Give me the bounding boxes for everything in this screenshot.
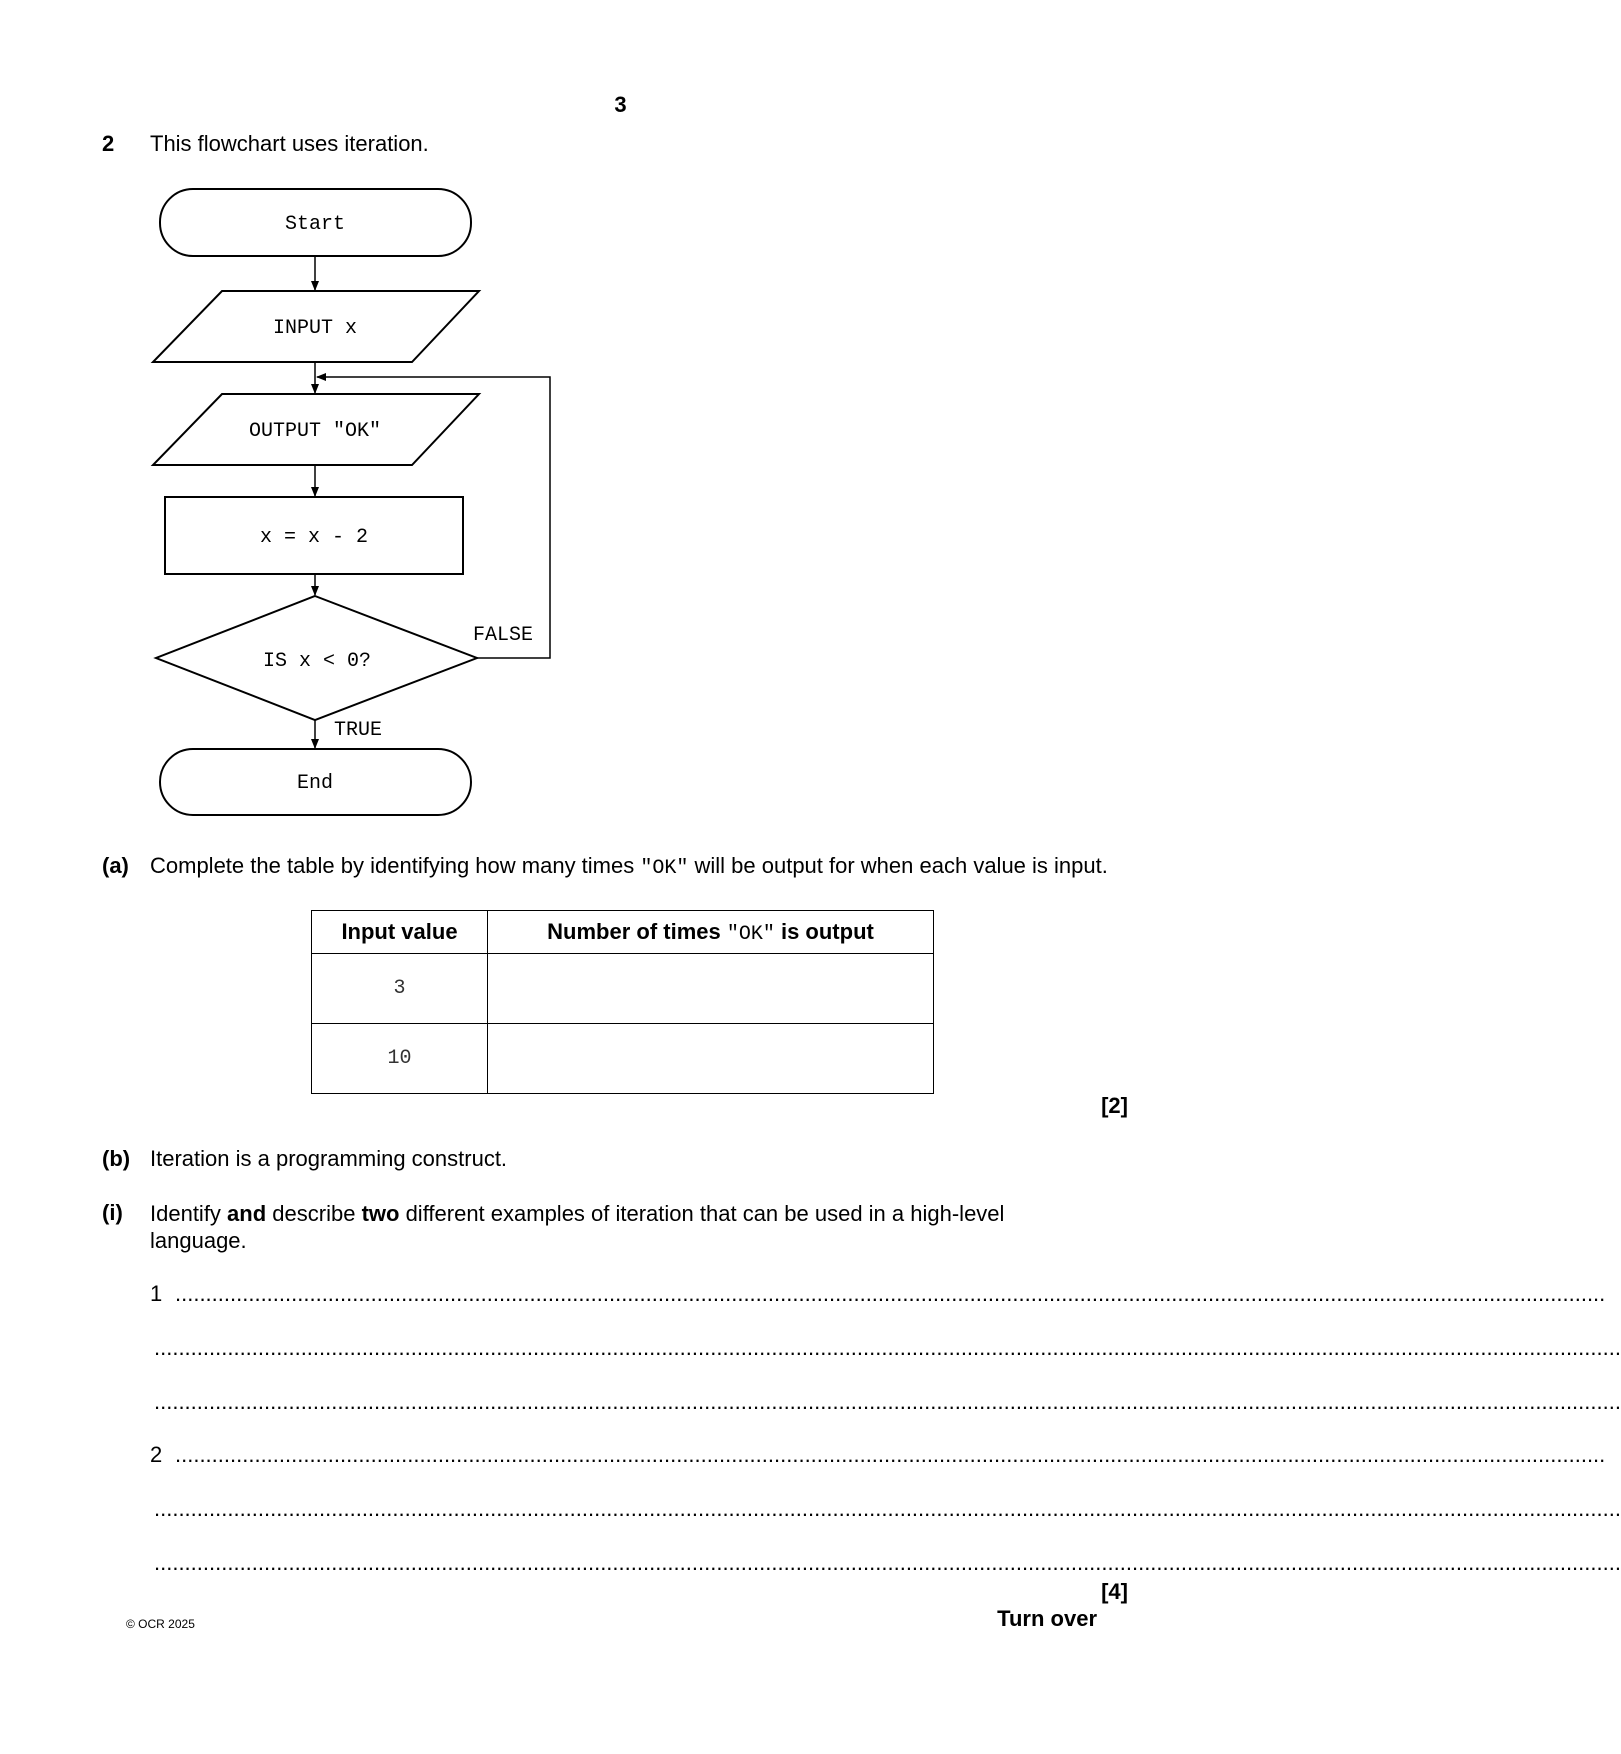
part-b-i-text: Identify and describe two different examples of iteration that can be used in a high-level language. — [150, 1201, 1005, 1253]
part-b-i-label: (i) — [102, 1200, 123, 1225]
input-value-cell: 3 — [312, 954, 488, 1024]
flowchart — [0, 0, 1241, 830]
page-number: 3 — [614, 92, 627, 117]
answer-2-line-2[interactable]: ................................................................................................................................................................................................................................................ — [154, 1496, 1621, 1521]
true-label: TRUE — [334, 719, 383, 742]
false-label: FALSE — [473, 624, 534, 647]
part-a-text: Complete the table by identifying how many times "OK" will be output for when each value is input. — [150, 853, 1108, 880]
input-label: INPUT x — [272, 317, 358, 340]
answer-1-label: 1 — [150, 1281, 163, 1306]
turn-over: Turn over — [997, 1606, 1097, 1631]
copyright-notice: © OCR 2025 — [126, 1617, 195, 1631]
question-intro: This flowchart uses iteration. — [150, 131, 429, 156]
header-input-value: Input value — [312, 911, 488, 954]
table-row — [312, 1024, 934, 1094]
answer-2-label: 2 — [150, 1442, 163, 1467]
start-label: Start — [284, 213, 346, 236]
part-a-marks: [2] — [1101, 1093, 1128, 1118]
decision-label: IS x < 0? — [262, 650, 372, 673]
part-b-label: (b) — [102, 1146, 131, 1171]
answer-1-line-1[interactable]: .......................................................................................................................................................................................................................................... — [175, 1281, 1606, 1306]
answer-2-line-1[interactable]: .......................................................................................................................................................................................................................................... — [175, 1442, 1606, 1467]
answer-cell[interactable] — [488, 1024, 934, 1094]
part-a-label: (a) — [102, 853, 129, 878]
answer-1-line-2[interactable]: ................................................................................................................................................................................................................................................ — [154, 1335, 1621, 1360]
question-number: 2 — [102, 131, 115, 156]
header-output-count: Number of times "OK" is output — [488, 911, 934, 954]
answer-cell[interactable] — [488, 954, 934, 1024]
table-row — [312, 954, 934, 1024]
part-b-i-marks: [4] — [1101, 1579, 1128, 1604]
output-label: OUTPUT "OK" — [248, 420, 382, 443]
answer-2-line-3[interactable]: ................................................................................................................................................................................................................................................ — [154, 1550, 1621, 1575]
answer-table — [311, 910, 934, 1094]
part-b-text: Iteration is a programming construct. — [150, 1146, 508, 1171]
process-label: x = x - 2 — [259, 526, 369, 549]
answer-1-line-3[interactable]: ................................................................................................................................................................................................................................................ — [154, 1389, 1621, 1414]
input-value-cell: 10 — [312, 1024, 488, 1094]
end-label: End — [296, 772, 334, 795]
